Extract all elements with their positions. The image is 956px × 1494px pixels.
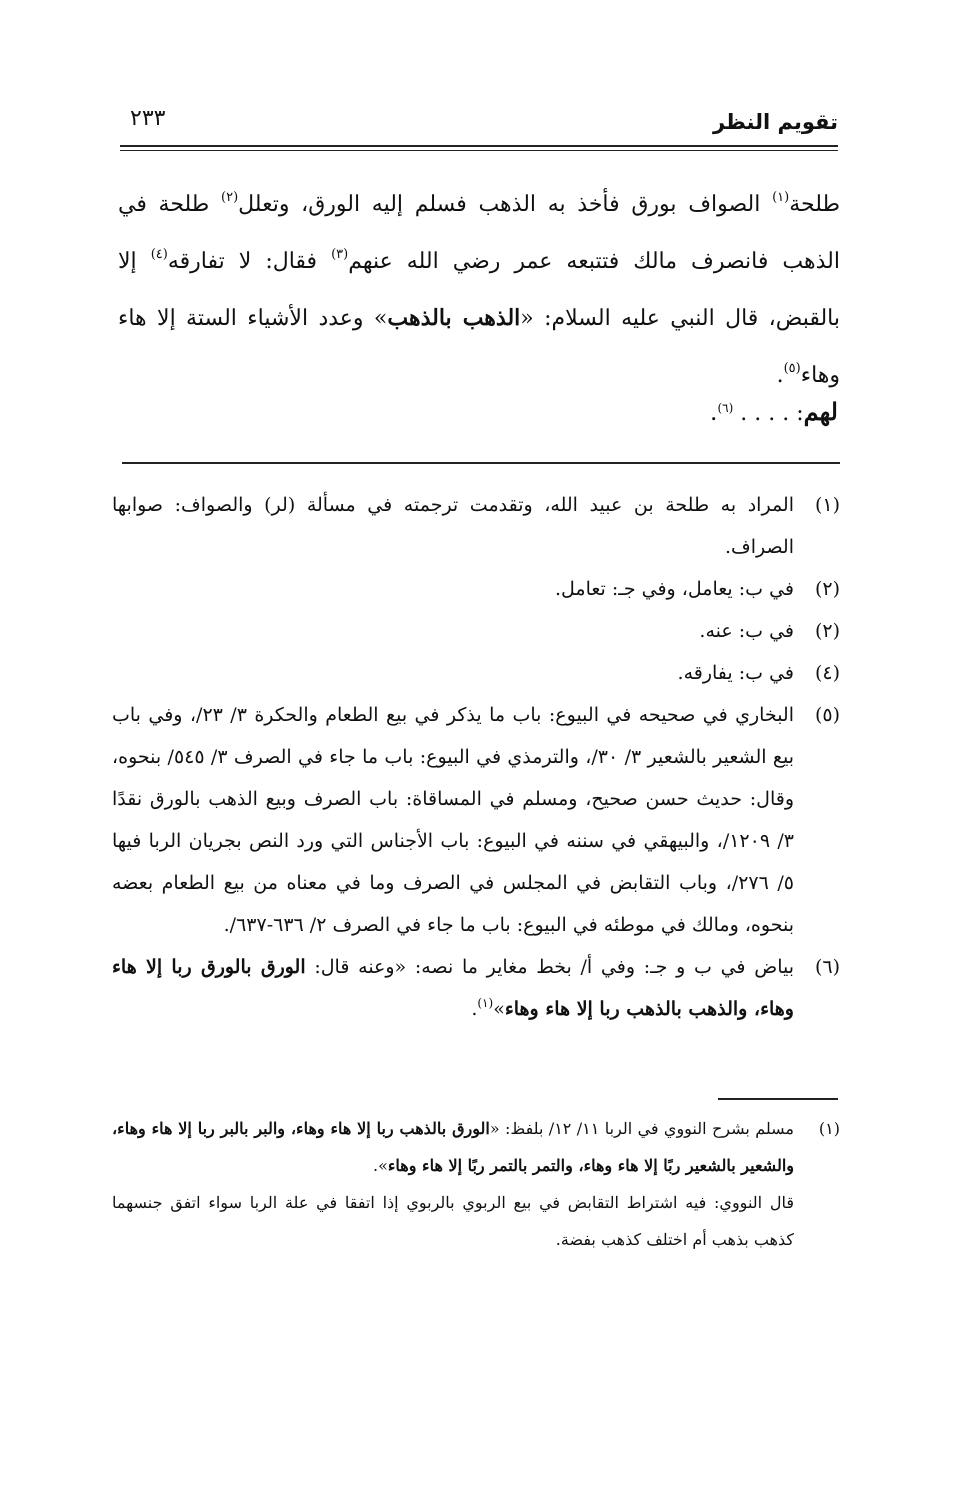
subnote-number: (١) [818, 1119, 840, 1138]
lahum-dots: : . . . . [733, 401, 804, 426]
footnote-text: . [471, 998, 478, 1020]
footnote-text: » [493, 998, 505, 1020]
main-paragraph [118, 176, 840, 404]
page-header [120, 104, 838, 140]
text-run: طلحة [789, 192, 840, 217]
footnote-ref: (٣) [331, 247, 349, 262]
subnotes [112, 1110, 840, 1258]
footnote-ref: (١) [477, 996, 494, 1010]
subnote-quote: الورق بالذهب ربا إلا هاء وهاء، والبر بالبر ربا إلا هاء وهاء، والشعير بالشعير ربًا إلا هاء وهاء، والتمر بالتمر ربًا إلا هاء وهاء [112, 1119, 794, 1175]
text-run: . [776, 363, 784, 388]
lahum-heading: لهم [803, 397, 838, 426]
footnote-number: (٦) [814, 956, 840, 978]
header-rule [120, 145, 838, 147]
hadith-quote: الذهب بالذهب [387, 305, 521, 331]
page-number: ٢٣٣ [130, 106, 166, 131]
subnote-text: ». [373, 1156, 388, 1175]
text-run: إلا بالقبض، قال النبي عليه السلام: « [118, 249, 841, 331]
text-run: » وعدد الأشياء الستة إلا هاء وهاء [118, 306, 840, 388]
lahum-end: . [709, 398, 718, 426]
running-title: تقويم النظر [712, 110, 838, 134]
subnote-rule [718, 1098, 838, 1100]
footnote-ref: (٢) [221, 190, 239, 205]
text-run: الصواف بورق فأخذ به الذهب فسلم إليه الورق، وتعلل [238, 192, 773, 217]
subnote-continuation: قال النووي: فيه اشتراط التقابض في بيع الربوي بالربوي إذا اتفقا في علة الربا سواء اتفق جنسهما كذهب بذهب أم اختلف كذهب بفضة. [112, 1193, 794, 1249]
footnote-number: (٢) [814, 620, 840, 642]
footnote-text: في ب: يفارقه. [677, 662, 794, 684]
footnote-text: البخاري في صحيحه في البيوع: باب ما يذكر في بيع الطعام والحكرة ٣/ ٢٣/، وفي باب بيع الشعير بالشعير ٣/ ٣٠/، والترمذي في البيوع: باب ما جاء في الصرف ٣/ ٥٤٥/ بنحوه، وقال: حديث حسن صحيح، ومسلم في المساقاة: باب الصرف وبيع الذهب بالورق نقدًا ٣/ ١٢٠٩/، والبيهقي في سننه في البيوع: باب الأجناس التي ورد النص بجريان الربا فيها ٥/ ٢٧٦/، وباب التقابض في المجلس في الصرف وما في معناه من بيع الطعام بعضه بنحوه، ومالك في موطئه في البيوع: باب ما جاء في الصرف ٢/ ٦٣٦-٦٣٧/. [112, 704, 794, 936]
text-run: طلحة في الذهب فانصرف مالك فتتبعه عمر رضي الله عنهم [118, 192, 840, 274]
footnote-ref: (٦) [717, 401, 734, 415]
footnote-ref: (٥) [783, 361, 801, 376]
footnote-number: (٥) [814, 704, 840, 726]
footnote [112, 694, 840, 946]
footnote-number: (٤) [814, 662, 840, 684]
footnote-text: في ب: يعامل، وفي جـ: تعامل. [554, 578, 794, 600]
footnotes [112, 484, 840, 1030]
footnote-text: المراد به طلحة بن عبيد الله، وتقدمت ترجمته في مسألة (لر) والصواف: صوابها الصراف. [112, 494, 794, 558]
text-run: فقال: لا تفارقه [167, 249, 332, 274]
subnote [112, 1110, 840, 1184]
main-text [118, 176, 840, 404]
subnote-text: مسلم بشرح النووي في الربا ١١/ ١٢/ بلفظ: « [489, 1119, 795, 1138]
footnote-ref: (٤) [150, 247, 168, 262]
footnote [112, 652, 840, 694]
footnote [112, 946, 840, 1030]
footnote-ref: (١) [772, 190, 790, 205]
lahum-line [710, 388, 838, 438]
footnote-number: (١) [814, 494, 840, 516]
footnote-quote: الورق بالورق ربا إلا هاء وهاء، والذهب بالذهب ربا إلا هاء وهاء [112, 956, 794, 1020]
footnote [112, 484, 840, 568]
header-rule-thin [120, 150, 838, 151]
footnote-number: (٢) [814, 578, 840, 600]
footnote-text: بياض في ب و جـ: وفي أ/ بخط مغاير ما نصه: «وعنه قال: [305, 956, 794, 978]
footnote [112, 610, 840, 652]
footnote-rule [122, 462, 840, 464]
footnote [112, 568, 840, 610]
footnote-text: في ب: عنه. [699, 620, 794, 642]
